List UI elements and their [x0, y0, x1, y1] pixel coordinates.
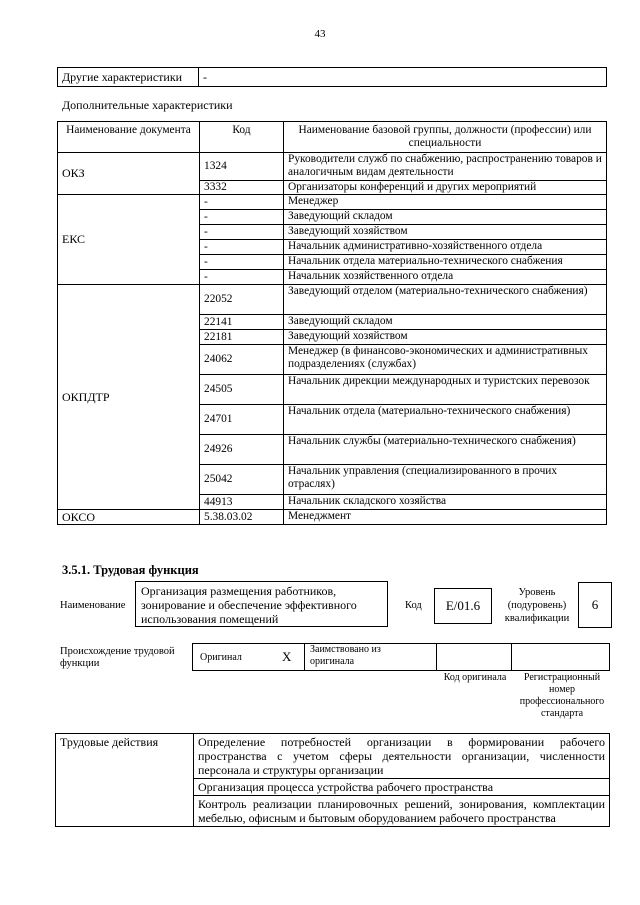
code-cell: -: [200, 195, 284, 210]
original-code-box: [437, 643, 512, 671]
code-cell: 24926: [200, 435, 284, 465]
header-document: Наименование документа: [58, 122, 200, 153]
labor-actions-table: [55, 733, 610, 827]
name-cell: Руководители служб по снабжению, распространению товаров и аналогичным видам деятельности: [284, 153, 607, 181]
labor-actions-label: Трудовые действия: [56, 734, 194, 827]
original-label: Оригинал: [200, 652, 242, 663]
name-cell: Начальник складского хозяйства: [284, 495, 607, 510]
name-cell: Заведующий отделом (материально-технического снабжения): [284, 285, 607, 315]
code-cell: 24062: [200, 345, 284, 375]
other-characteristics-value: -: [199, 68, 607, 87]
code-cell: 22052: [200, 285, 284, 315]
name-cell: Начальник хозяйственного отдела: [284, 270, 607, 285]
document-cell: ОКСО: [58, 510, 200, 525]
code-cell: -: [200, 225, 284, 240]
name-cell: Начальник управления (специализированного в прочих отраслях): [284, 465, 607, 495]
header-group-name: Наименование базовой группы, должности (профессии) или специальности: [284, 122, 607, 153]
name-cell: Начальник административно-хозяйственного отдела: [284, 240, 607, 255]
code-cell: 1324: [200, 153, 284, 181]
registration-number-box: [512, 643, 610, 671]
labor-action-item: Организация процесса устройства рабочего пространства: [194, 779, 610, 796]
document-cell: ЕКС: [58, 195, 200, 285]
name-cell: Начальник службы (материально-технического снабжения): [284, 435, 607, 465]
code-cell: 44913: [200, 495, 284, 510]
code-cell: 3332: [200, 181, 284, 195]
name-cell: Начальник отдела (материально-технического снабжения): [284, 405, 607, 435]
table-row: [58, 195, 607, 210]
original-mark: X: [282, 649, 292, 664]
additional-characteristics-title: Дополнительные характеристики: [62, 98, 233, 112]
original-code-caption: Код оригинала: [443, 672, 507, 683]
classification-table: [57, 121, 607, 525]
code-cell: -: [200, 210, 284, 225]
name-cell: Менеджер: [284, 195, 607, 210]
level-value: 6: [578, 582, 612, 628]
section-title: 3.5.1. Трудовая функция: [62, 563, 199, 577]
labor-action-item: Контроль реализации планировочных решений, зонирования, комплектации мебелью, офисным и бытовым оборудованием рабочего пространства: [194, 796, 610, 827]
level-label: Уровень (подуровень) квалификации: [504, 587, 570, 624]
labor-action-item: Определение потребностей организации в формировании рабочего пространства с учетом сферы деятельности организации, численности персонала и структуры организации: [194, 734, 610, 779]
name-label: Наименование: [60, 600, 126, 611]
code-cell: 24505: [200, 375, 284, 405]
name-cell: Начальник отдела материально-технического снабжения: [284, 255, 607, 270]
table-row: [58, 285, 607, 315]
name-cell: Менеджер (в финансово-экономических и административных подразделениях (службах): [284, 345, 607, 375]
code-label: Код: [405, 600, 422, 611]
name-cell: Менеджмент: [284, 510, 607, 525]
name-cell: Заведующий хозяйством: [284, 330, 607, 345]
code-cell: -: [200, 240, 284, 255]
registration-caption: Регистрационный номер профессионального стандарта: [519, 672, 605, 719]
name-cell: Заведующий хозяйством: [284, 225, 607, 240]
table-header-row: [58, 122, 607, 153]
table-row: [58, 510, 607, 525]
table-row: [58, 153, 607, 181]
name-cell: Организаторы конференций и других мероприятий: [284, 181, 607, 195]
borrowed-label: Заимствовано из оригинала: [310, 644, 381, 667]
code-cell: -: [200, 270, 284, 285]
other-characteristics-table: [57, 67, 607, 87]
origin-label: Происхождение трудовой функции: [60, 646, 175, 669]
code-cell: 25042: [200, 465, 284, 495]
header-code: Код: [200, 122, 284, 153]
page-number: 43: [314, 28, 326, 40]
code-cell: 5.38.03.02: [200, 510, 284, 525]
name-cell: Заведующий складом: [284, 315, 607, 330]
document-cell: ОКЗ: [58, 153, 200, 195]
code-cell: 22141: [200, 315, 284, 330]
code-cell: 22181: [200, 330, 284, 345]
code-cell: 24701: [200, 405, 284, 435]
name-cell: Начальник дирекции международных и туристских перевозок: [284, 375, 607, 405]
document-cell: ОКПДТР: [58, 285, 200, 510]
name-cell: Заведующий складом: [284, 210, 607, 225]
function-code-value: E/01.6: [434, 588, 492, 624]
function-name-value: Организация размещения работников, зонирование и обеспечение эффективного использования помещений: [135, 581, 388, 627]
code-cell: -: [200, 255, 284, 270]
other-characteristics-label: Другие характеристики: [58, 68, 199, 87]
